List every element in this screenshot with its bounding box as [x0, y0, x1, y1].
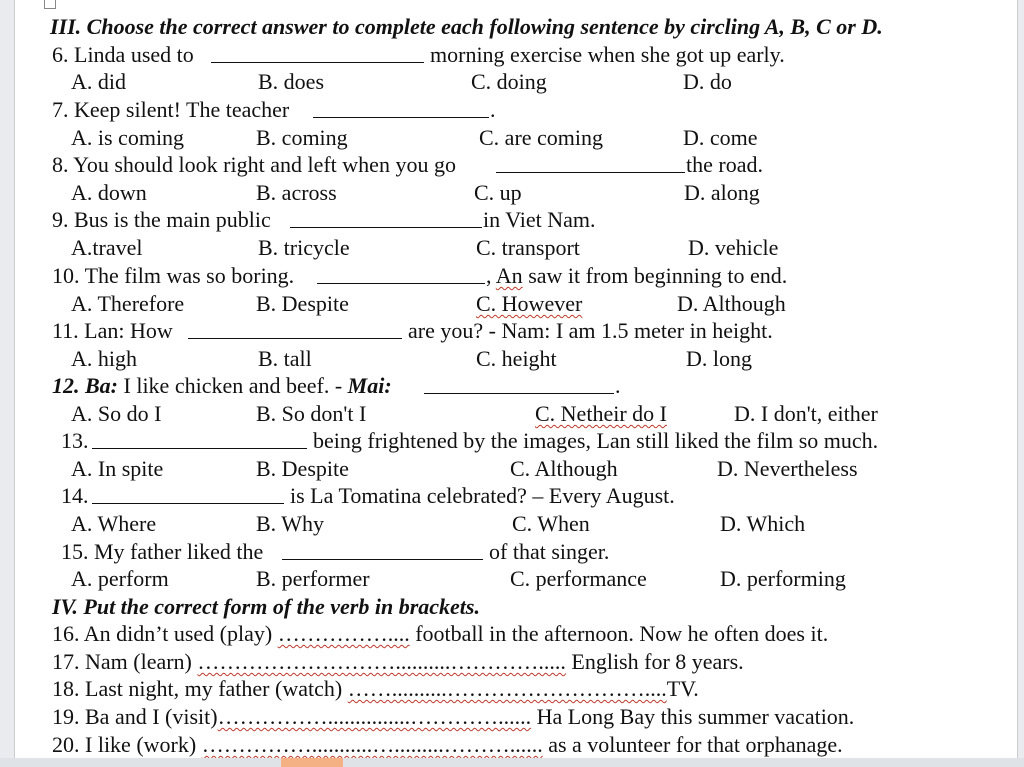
- options-11: [0, 345, 1024, 372]
- question-stem-end: .: [615, 373, 621, 398]
- option-c[interactable]: C. up: [474, 180, 522, 205]
- option-c[interactable]: C. Netheir do I: [535, 401, 667, 426]
- question-11: [0, 317, 1024, 344]
- question-6: [0, 41, 1024, 68]
- verb-prompt: 17. Nam (learn): [52, 649, 198, 674]
- option-c[interactable]: C. height: [476, 346, 557, 371]
- options-12: [0, 400, 1024, 427]
- option-b[interactable]: B. Despite: [256, 291, 349, 316]
- question-10: [0, 262, 1024, 289]
- question-stem-end: in Viet Nam.: [483, 207, 596, 232]
- verb-question-19: [0, 703, 1024, 730]
- option-d[interactable]: D. long: [686, 346, 752, 371]
- option-d[interactable]: D. along: [684, 180, 760, 205]
- options-15: [0, 565, 1024, 592]
- option-b[interactable]: B. tall: [258, 346, 312, 371]
- verb-prompt: 16. An didn’t used (play): [52, 621, 278, 646]
- options-14: [0, 510, 1024, 537]
- verb-question-18: [0, 675, 1024, 702]
- option-a[interactable]: A.travel: [71, 235, 143, 260]
- verb-question-text: [52, 675, 699, 702]
- page-corner-mark: [44, 0, 56, 9]
- answer-dots[interactable]: ………………………..........………….....: [197, 649, 566, 674]
- question-stem-end: are you? - Nam: I am 1.5 meter in height.: [408, 318, 773, 343]
- question-stem-end: the road.: [686, 152, 763, 177]
- speaker-ba: 12. Ba:: [52, 373, 118, 398]
- answer-blank[interactable]: [317, 283, 485, 284]
- verb-prompt: 18. Last night, my father (watch): [52, 676, 348, 701]
- question-stem: 7. Keep silent! The teacher: [52, 97, 290, 122]
- question-stem: 10. The film was so boring.: [52, 263, 295, 288]
- option-d[interactable]: D. Nevertheless: [717, 456, 858, 481]
- option-c[interactable]: C. performance: [510, 566, 647, 591]
- options-10: [0, 290, 1024, 317]
- question-9: [0, 206, 1024, 233]
- speaker-mai: Mai:: [347, 373, 392, 398]
- comma: ,: [486, 263, 496, 288]
- option-b[interactable]: B. coming: [256, 125, 348, 150]
- option-c[interactable]: C. When: [512, 511, 590, 536]
- answer-blank[interactable]: [211, 62, 424, 63]
- verb-prompt: 20. I like (work): [52, 732, 202, 757]
- answer-blank[interactable]: [188, 338, 402, 339]
- stem-rest: saw it from beginning to end.: [522, 263, 788, 288]
- option-c[interactable]: C. transport: [476, 235, 580, 260]
- section-heading-3: [0, 13, 1024, 40]
- option-d[interactable]: D. come: [683, 125, 758, 150]
- question-13: [0, 427, 1024, 454]
- verb-rest: English for 8 years.: [565, 649, 744, 674]
- option-c[interactable]: C. Although: [510, 456, 618, 481]
- answer-dots[interactable]: ……………...........….........………......: [201, 732, 543, 757]
- answer-blank[interactable]: [496, 172, 685, 173]
- verb-rest: as a volunteer for that orphanage.: [542, 732, 843, 757]
- question-stem-end: being frightened by the images, Lan still liked the film so much.: [313, 428, 879, 453]
- options-9: [0, 234, 1024, 261]
- verb-question-20: [0, 731, 1024, 758]
- question-14: [0, 482, 1024, 509]
- option-d[interactable]: D. vehicle: [688, 235, 779, 260]
- options-8: [0, 179, 1024, 206]
- option-a[interactable]: A. high: [71, 346, 137, 371]
- question-stem: 6. Linda used to: [52, 42, 194, 67]
- bottom-tab-indicator[interactable]: [281, 758, 343, 767]
- option-b[interactable]: B. performer: [256, 566, 370, 591]
- answer-dots[interactable]: ……………...............…………......: [217, 704, 532, 729]
- question-stem: 9. Bus is the main public: [52, 207, 271, 232]
- options-7: [0, 124, 1024, 151]
- verb-rest: Ha Long Bay this summer vacation.: [531, 704, 855, 729]
- section-3-title: III. Choose the correct answer to complete each following sentence by circling A, B, C or D.: [50, 14, 883, 39]
- question-stem-end: [486, 262, 787, 289]
- option-a[interactable]: A. did: [71, 69, 126, 94]
- question-12: [0, 372, 1024, 399]
- verb-rest: football in the afternoon. Now he often does it.: [409, 621, 829, 646]
- option-a[interactable]: A. is coming: [71, 125, 185, 150]
- option-c[interactable]: C. doing: [471, 69, 547, 94]
- answer-blank[interactable]: [313, 117, 489, 118]
- option-a[interactable]: A. Where: [71, 511, 157, 536]
- question-stem-end: morning exercise when she got up early.: [430, 42, 785, 67]
- option-d[interactable]: D. Although: [677, 291, 786, 316]
- option-b[interactable]: B. Despite: [256, 456, 349, 481]
- option-c[interactable]: C. are coming: [479, 125, 604, 150]
- question-stem: 11. Lan: How: [52, 318, 173, 343]
- answer-blank[interactable]: [92, 503, 284, 504]
- question-stem: 15. My father liked the: [61, 539, 264, 564]
- stem-text: I like chicken and beef. -: [118, 373, 348, 398]
- verb-question-text: [52, 731, 843, 758]
- question-stem: 13.: [61, 428, 89, 453]
- options-6: [0, 68, 1024, 95]
- verb-rest: TV.: [666, 676, 699, 701]
- answer-dots[interactable]: ……..........………………………....: [347, 676, 667, 701]
- option-b[interactable]: B. tricycle: [258, 235, 350, 260]
- option-a[interactable]: A. down: [71, 180, 147, 205]
- verb-question-17: [0, 648, 1024, 675]
- option-d[interactable]: D. do: [683, 69, 732, 94]
- option-d[interactable]: D. Which: [720, 511, 806, 536]
- option-b[interactable]: B. does: [258, 69, 324, 94]
- question-15: [0, 538, 1024, 565]
- verb-question-16: [0, 620, 1024, 647]
- option-d[interactable]: D. performing: [720, 566, 846, 591]
- option-b[interactable]: B. Why: [256, 511, 325, 536]
- verb-question-text: [52, 648, 744, 675]
- option-a[interactable]: A. So do I: [71, 401, 162, 426]
- answer-blank[interactable]: [424, 393, 614, 394]
- answer-blank[interactable]: [92, 448, 307, 449]
- question-stem: 14.: [61, 483, 89, 508]
- question-stem-end: of that singer.: [489, 539, 610, 564]
- answer-dots[interactable]: ……………....: [277, 621, 410, 646]
- option-b[interactable]: B. So don't I: [256, 401, 367, 426]
- option-a[interactable]: A. perform: [71, 566, 169, 591]
- question-stem-end: .: [490, 97, 496, 122]
- bottom-scrollbar[interactable]: [0, 758, 1024, 767]
- option-c[interactable]: C. However: [476, 291, 583, 316]
- option-d[interactable]: D. I don't, either: [734, 401, 878, 426]
- section-4-title: IV. Put the correct form of the verb in brackets.: [52, 594, 480, 619]
- option-a[interactable]: A. Therefore: [71, 291, 185, 316]
- question-stem: [52, 372, 392, 399]
- verb-question-text: [52, 620, 828, 647]
- question-stem: 8. You should look right and left when you go: [52, 152, 456, 177]
- section-heading-4: [0, 593, 1024, 620]
- answer-blank[interactable]: [290, 227, 482, 228]
- option-a[interactable]: A. In spite: [71, 456, 164, 481]
- option-b[interactable]: B. across: [256, 180, 337, 205]
- question-8: [0, 151, 1024, 178]
- options-13: [0, 455, 1024, 482]
- question-7: [0, 96, 1024, 123]
- answer-blank[interactable]: [282, 559, 483, 560]
- verb-prompt: 19. Ba and I (visit): [52, 704, 218, 729]
- name-an: An: [495, 263, 523, 288]
- verb-question-text: [52, 703, 854, 730]
- question-stem-end: is La Tomatina celebrated? – Every August.: [290, 483, 675, 508]
